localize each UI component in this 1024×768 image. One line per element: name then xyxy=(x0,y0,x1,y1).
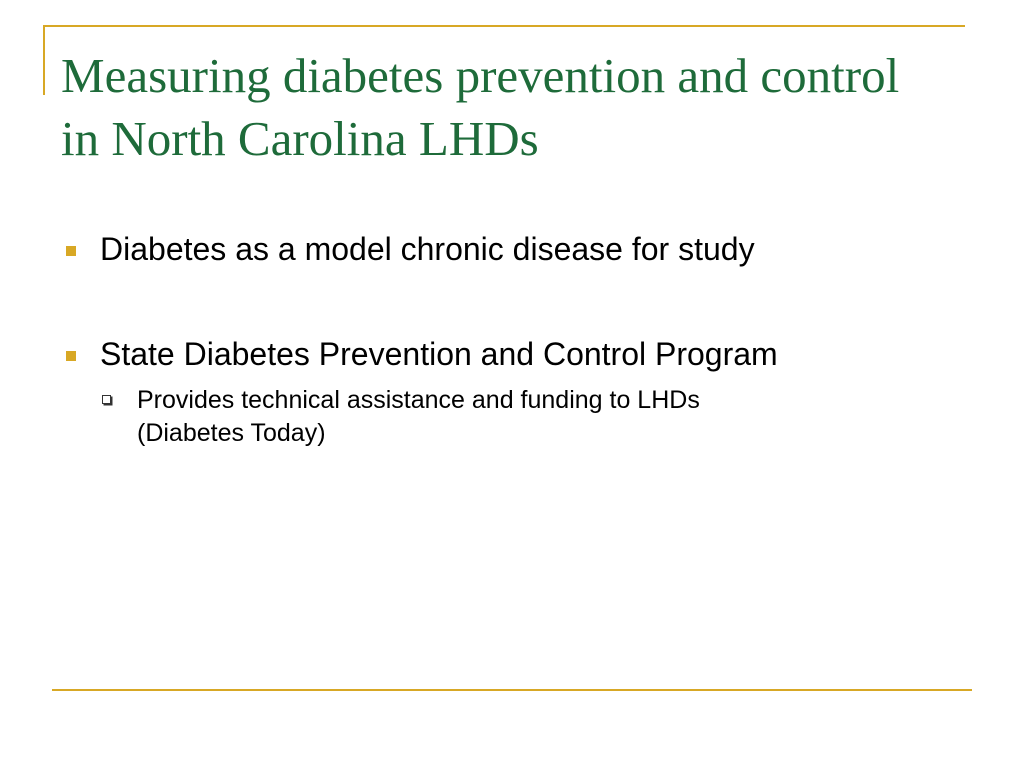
title-line-2: in North Carolina LHDs xyxy=(61,111,539,166)
bottom-rule xyxy=(52,689,972,691)
square-bullet-icon xyxy=(66,246,76,256)
bullet-item-2: State Diabetes Prevention and Control Program xyxy=(100,336,778,372)
title-line-1: Measuring diabetes prevention and control xyxy=(61,48,900,103)
sub-bullet-item-1 xyxy=(137,384,897,450)
hollow-square-bullet-icon xyxy=(102,395,111,404)
sub-bullet-line-2: (Diabetes Today) xyxy=(137,419,326,447)
sub-bullet-line-1: Provides technical assistance and funding to LHDs xyxy=(137,386,700,414)
square-bullet-icon xyxy=(66,351,76,361)
bullet-item-1: Diabetes as a model chronic disease for study xyxy=(100,231,755,267)
